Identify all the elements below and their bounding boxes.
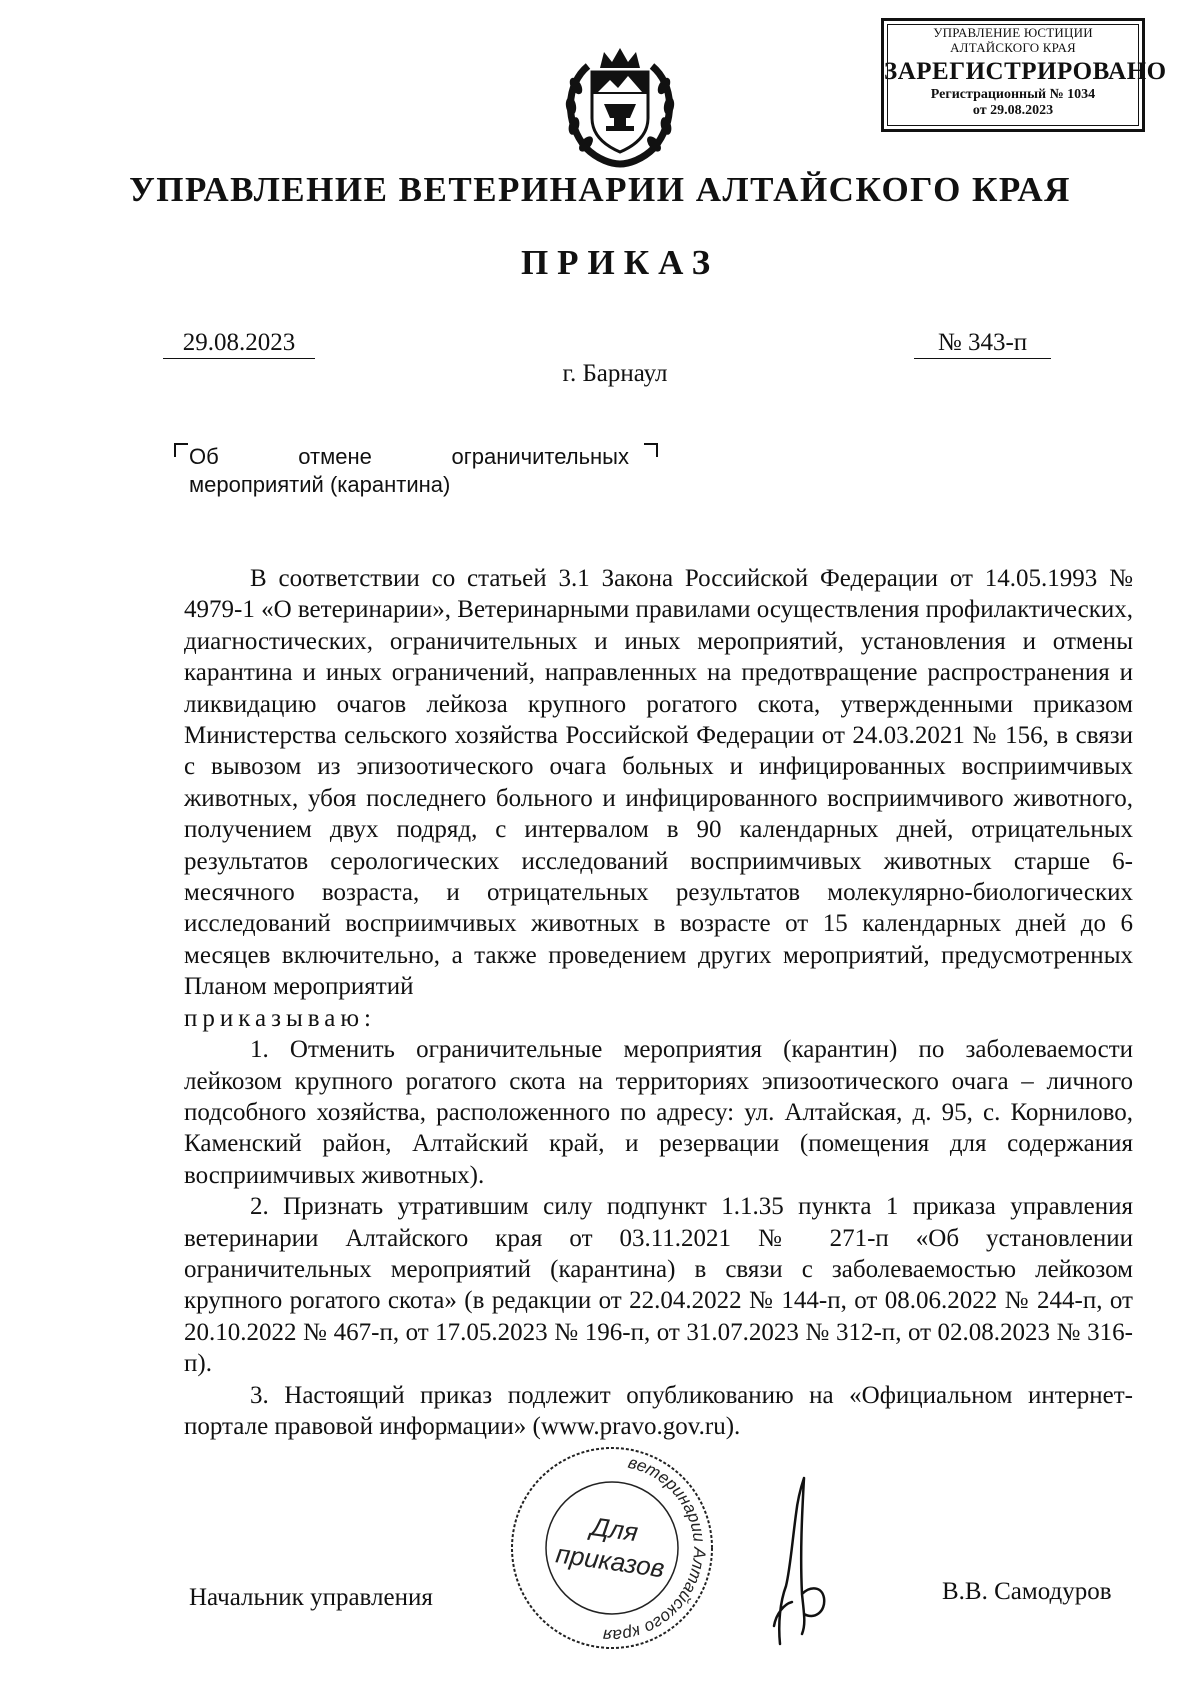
handwritten-signature bbox=[762, 1474, 842, 1654]
altai-krai-coat-of-arms-icon bbox=[558, 44, 682, 170]
order-item-3: 3. Настоящий приказ подлежит опубликованию на «Официальном интернет-портале правовой информации» (www.pravo.gov.ru). bbox=[184, 1381, 1133, 1440]
stamp-authority-line1: УПРАВЛЕНИЕ ЮСТИЦИИ bbox=[933, 25, 1093, 40]
document-date: 29.08.2023 bbox=[163, 328, 315, 359]
seal-center-line1: Для bbox=[589, 1511, 640, 1548]
order-item-1: 1. Отменить ограничительные мероприятия (карантин) по заболеваемости лейкозом крупного рогатого скота на территориях эпизоотического очага – личного подсобного хозяйства, расположенного по адресу: ул. Алтайская, д. 95, с. Корнилово, Каменский район, Алтайский край, и резервации (помещения для содержания восприимчивых животных). bbox=[184, 1036, 1133, 1189]
document-body bbox=[184, 563, 1133, 1442]
signatory-name: В.В. Самодуров bbox=[942, 1578, 1112, 1605]
subject-bracket-right bbox=[644, 443, 658, 457]
organization-title: УПРАВЛЕНИЕ ВЕТЕРИНАРИИ АЛТАЙСКОГО КРАЯ bbox=[129, 170, 1071, 209]
stamp-reg-number: Регистрационный № 1034 bbox=[930, 87, 1096, 102]
order-item-2: 2. Признать утратившим силу подпункт 1.1.35 пункта 1 приказа управления ветеринарии Алтайского края от 03.11.2021 № 271-п «Об установлении ограничительных мероприятий (карантина) в связи с заболеваемостью лейкозом крупного рогатого скота» (в редакции от 22.04.2022 № 144-п, от 08.06.2022 № 244-п, от 20.10.2022 № 467-п, от 17.05.2023 № 196-п, от 31.07.2023 № 312-п, от 02.08.2023 № 316-п). bbox=[184, 1193, 1133, 1378]
signatory-role: Начальник управления bbox=[189, 1584, 433, 1611]
subject-line2: мероприятий (карантина) bbox=[189, 472, 451, 497]
stamp-authority-line2: АЛТАЙСКОГО КРАЯ bbox=[950, 40, 1076, 55]
stamp-reg-date: от 29.08.2023 bbox=[972, 103, 1054, 118]
document-city: г. Барнаул bbox=[562, 360, 668, 387]
registration-stamp bbox=[881, 18, 1167, 132]
preamble-paragraph: В соответствии со статьей 3.1 Закона Российской Федерации от 14.05.1993 № 4979-1 «О ветеринарии», Ветеринарными правилами осуществления профилактических, диагностических, ограничительных и иных мероприятий, установления и отмены карантина и иных ограничений, направленных на предотвращение распространения и ликвидацию очагов лейкоза крупного рогатого скота, утвержденными приказом Министерства сельского хозяйства Российской Федерации от 24.03.2021 № 156, в связи с вывозом из эпизоотического очага больных и инфицированных восприимчивых животных, убоя последнего больного и инфицированного восприимчивого животного, получением двух подряд, с интервалом в 90 календарных дней, отрицательных результатов серологических исследований восприимчивых животных старше 6-месячного возраста, и отрицательных результатов молекулярно-биологических исследований восприимчивых животных в возрасте от 15 календарных дней до 6 месяцев включительно, а также проведением других мероприятий, предусмотренных Планом мероприятий bbox=[184, 565, 1133, 1001]
subject-line1: Об отмене ограничительных bbox=[189, 444, 629, 469]
document-type: ПРИКАЗ bbox=[520, 243, 720, 282]
document-number: № 343-п bbox=[914, 328, 1051, 359]
seal-ring-text: ветеринарии Алтайского края bbox=[602, 1452, 710, 1646]
document-subject bbox=[189, 443, 629, 499]
subject-bracket-left bbox=[174, 443, 188, 457]
official-seal bbox=[506, 1442, 718, 1654]
order-word: приказываю: bbox=[184, 1004, 376, 1032]
seal-center-line2: приказов bbox=[554, 1538, 667, 1584]
stamp-status: ЗАРЕГИСТРИРОВАНО bbox=[884, 58, 1167, 85]
